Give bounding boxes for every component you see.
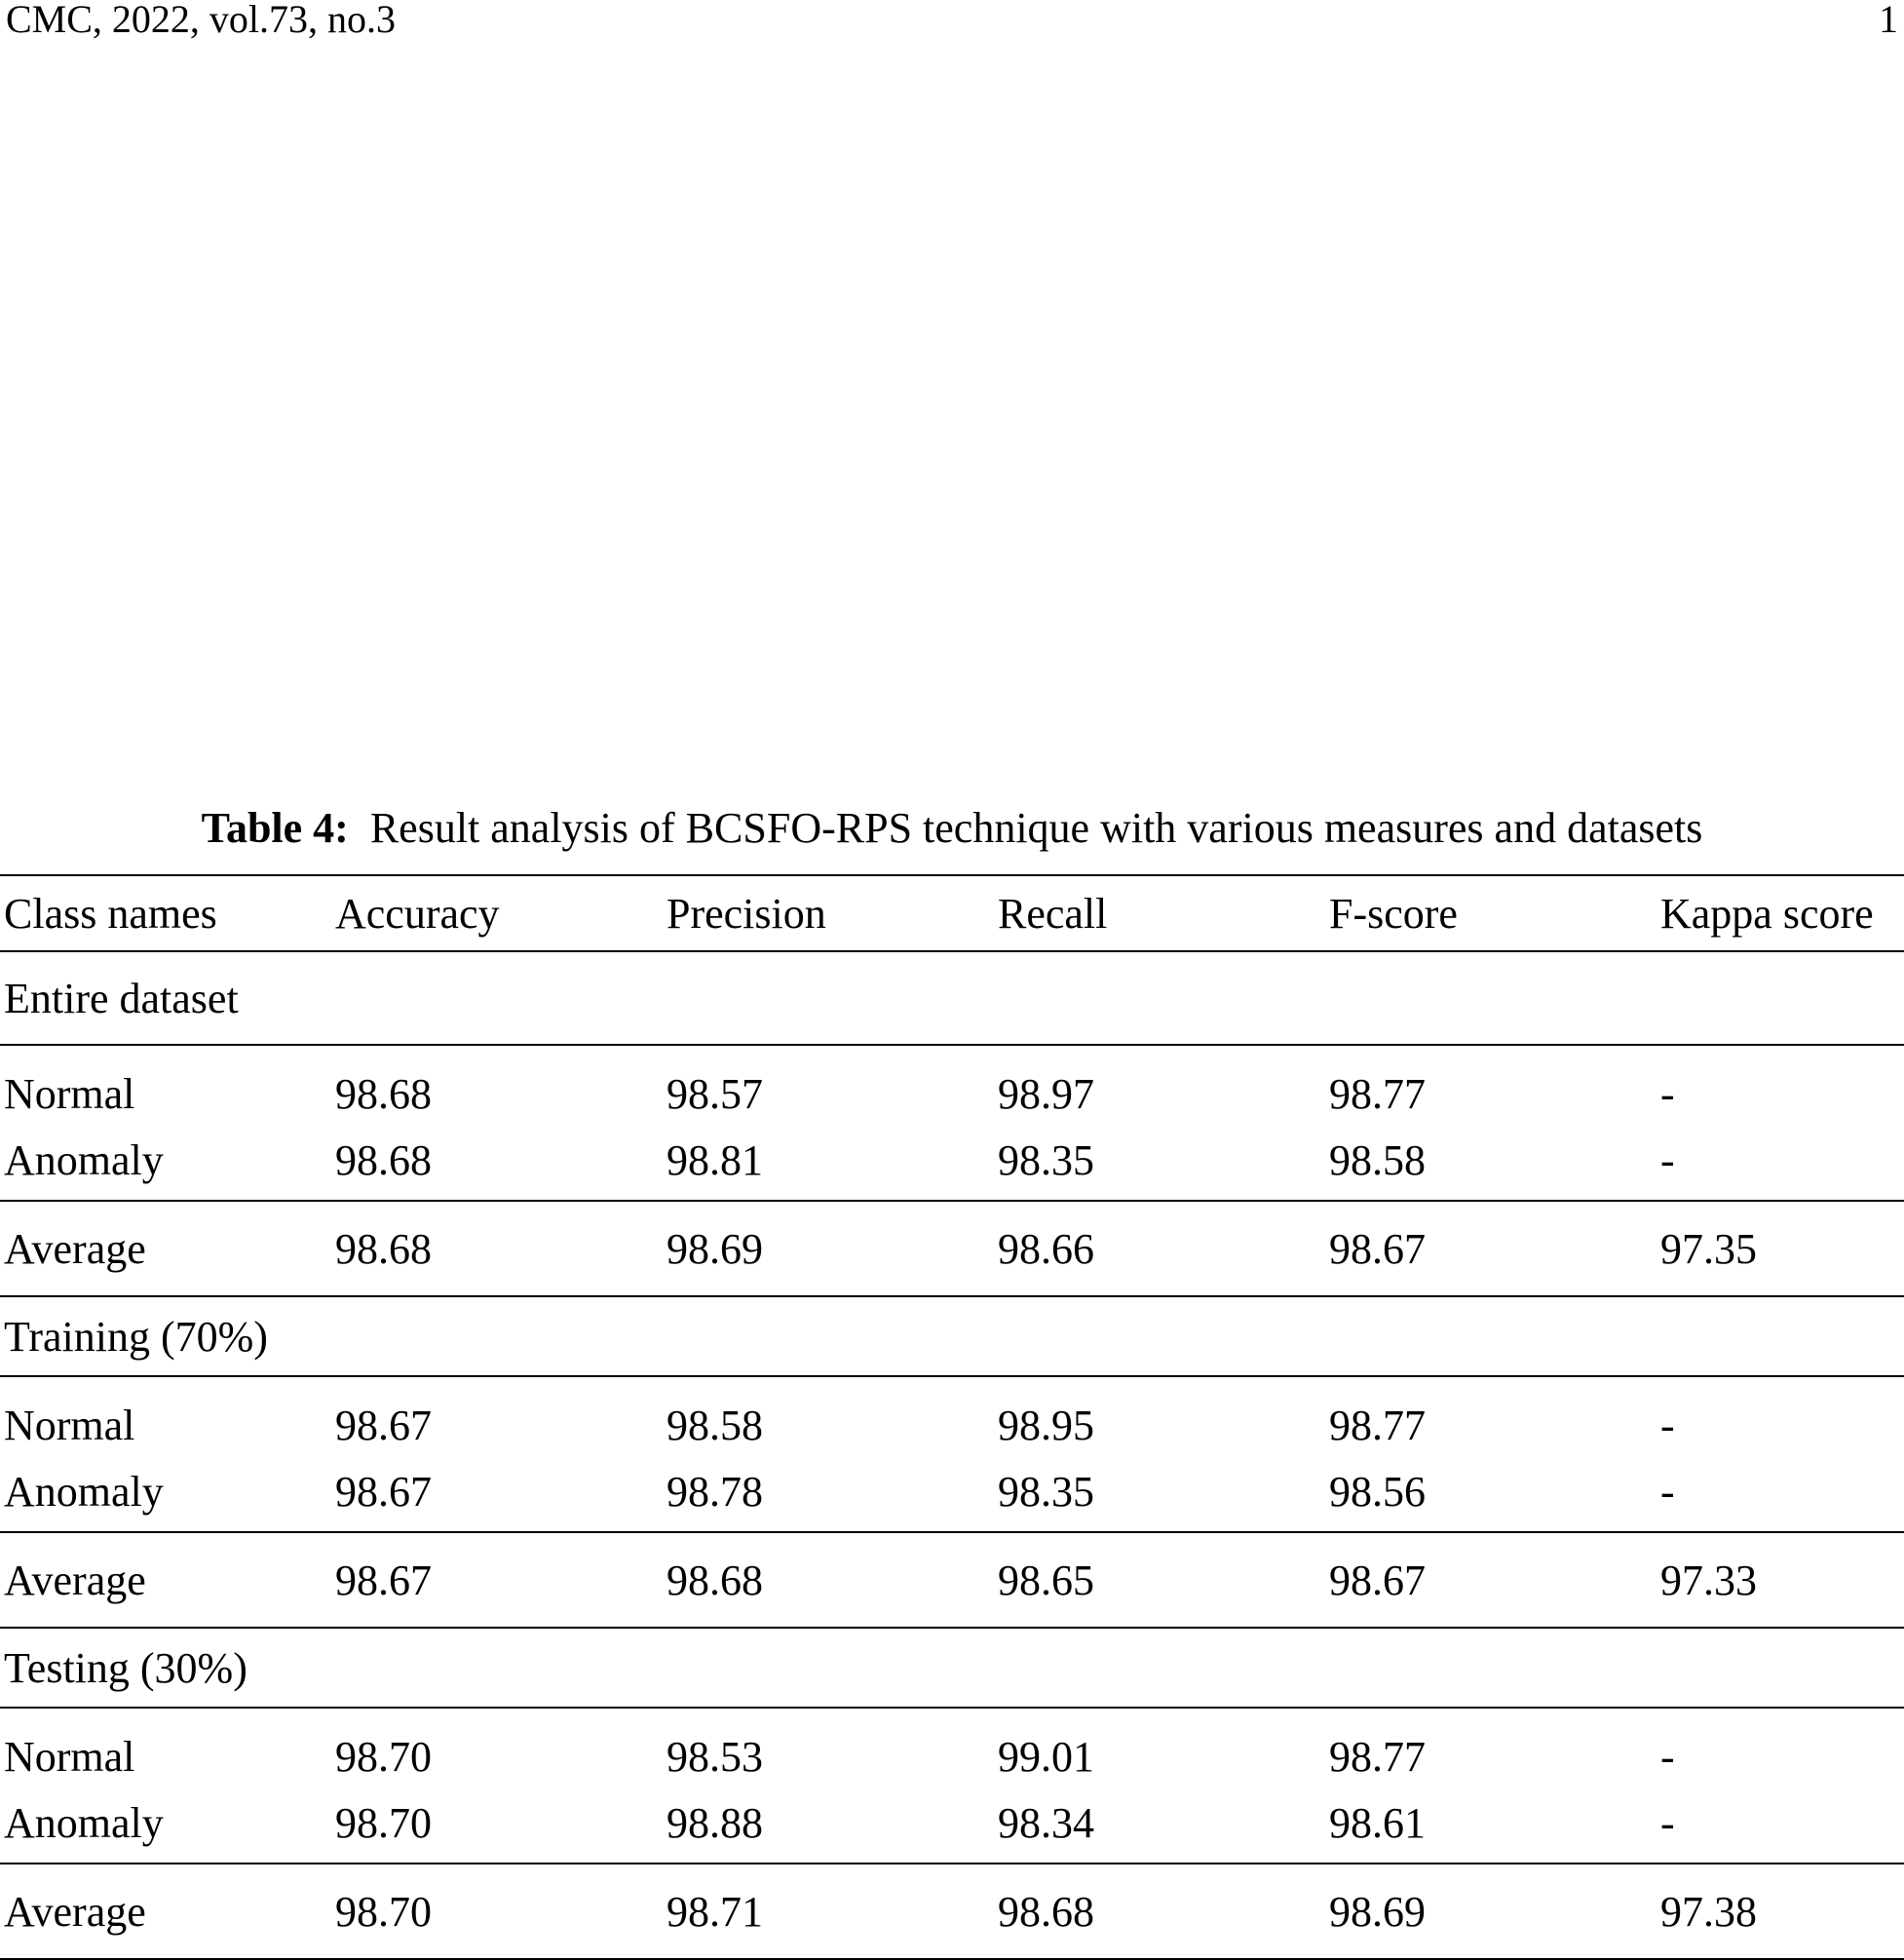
- precision-cell: 98.81: [666, 1135, 763, 1184]
- page-number: 1: [1879, 0, 1898, 41]
- average-row: [0, 1532, 1904, 1628]
- recall-cell: 98.95: [998, 1401, 1094, 1449]
- precision-cell: 98.58: [666, 1401, 763, 1449]
- table-header-row: [0, 875, 1904, 951]
- kappa-score-cell: -: [1660, 1732, 1675, 1781]
- precision-cell: 98.68: [666, 1556, 763, 1604]
- f-score-cell: 98.77: [1329, 1401, 1426, 1449]
- accuracy-cell: 98.68: [335, 1069, 432, 1118]
- accuracy-cell: 98.68: [335, 1135, 432, 1184]
- precision-cell: 98.69: [666, 1224, 763, 1273]
- table-row: [0, 1708, 1904, 1794]
- group-label: Entire dataset: [4, 974, 239, 1022]
- kappa-score-cell: -: [1660, 1135, 1675, 1184]
- table-caption: [0, 803, 1904, 854]
- accuracy-cell: 98.70: [335, 1732, 432, 1781]
- recall-cell: 98.97: [998, 1069, 1094, 1118]
- column-header: Recall: [998, 889, 1108, 938]
- accuracy-cell: 98.67: [335, 1401, 432, 1449]
- kappa-score-cell: 97.35: [1660, 1224, 1757, 1273]
- f-score-cell: 98.61: [1329, 1798, 1426, 1847]
- kappa-score-cell: -: [1660, 1401, 1675, 1449]
- table-row: [0, 1463, 1904, 1532]
- kappa-score-cell: 97.33: [1660, 1556, 1757, 1604]
- kappa-score-cell: -: [1660, 1069, 1675, 1118]
- class-name-cell: Average: [4, 1887, 146, 1936]
- column-header: Precision: [666, 889, 826, 938]
- caption-text: Result analysis of BCSFO-RPS technique with various measures and datasets: [369, 804, 1703, 852]
- precision-cell: 98.71: [666, 1887, 763, 1936]
- recall-cell: 98.34: [998, 1798, 1094, 1847]
- kappa-score-cell: -: [1660, 1467, 1675, 1516]
- group-label: Training (70%): [4, 1312, 268, 1361]
- f-score-cell: 98.77: [1329, 1732, 1426, 1781]
- recall-cell: 98.35: [998, 1135, 1094, 1184]
- recall-cell: 98.66: [998, 1224, 1094, 1273]
- f-score-cell: 98.67: [1329, 1224, 1426, 1273]
- table-row: [0, 1376, 1904, 1463]
- table-row: [0, 1132, 1904, 1201]
- column-header: F-score: [1329, 889, 1458, 938]
- table-row: [0, 1045, 1904, 1132]
- class-name-cell: Normal: [4, 1069, 135, 1118]
- recall-cell: 98.65: [998, 1556, 1094, 1604]
- recall-cell: 98.68: [998, 1887, 1094, 1936]
- group-row: [0, 1296, 1904, 1376]
- table-row: [0, 1794, 1904, 1864]
- accuracy-cell: 98.70: [335, 1798, 432, 1847]
- column-header: Kappa score: [1660, 889, 1874, 938]
- accuracy-cell: 98.70: [335, 1887, 432, 1936]
- column-header: Class names: [4, 889, 217, 938]
- class-name-cell: Anomaly: [4, 1467, 164, 1516]
- group-row: [0, 1628, 1904, 1708]
- class-name-cell: Average: [4, 1556, 146, 1604]
- class-name-cell: Anomaly: [4, 1798, 164, 1847]
- caption-label: Table 4:: [201, 804, 349, 852]
- column-header: Accuracy: [335, 889, 500, 938]
- precision-cell: 98.78: [666, 1467, 763, 1516]
- class-name-cell: Normal: [4, 1401, 135, 1449]
- group-label: Testing (30%): [4, 1643, 248, 1692]
- class-name-cell: Anomaly: [4, 1135, 164, 1184]
- recall-cell: 98.35: [998, 1467, 1094, 1516]
- average-row: [0, 1864, 1904, 1959]
- class-name-cell: Normal: [4, 1732, 135, 1781]
- average-row: [0, 1201, 1904, 1296]
- kappa-score-cell: 97.38: [1660, 1887, 1757, 1936]
- precision-cell: 98.57: [666, 1069, 763, 1118]
- f-score-cell: 98.77: [1329, 1069, 1426, 1118]
- f-score-cell: 98.56: [1329, 1467, 1426, 1516]
- kappa-score-cell: -: [1660, 1798, 1675, 1847]
- f-score-cell: 98.67: [1329, 1556, 1426, 1604]
- class-name-cell: Average: [4, 1224, 146, 1273]
- accuracy-cell: 98.67: [335, 1467, 432, 1516]
- precision-cell: 98.88: [666, 1798, 763, 1847]
- f-score-cell: 98.69: [1329, 1887, 1426, 1936]
- group-row: [0, 951, 1904, 1045]
- accuracy-cell: 98.68: [335, 1224, 432, 1273]
- recall-cell: 99.01: [998, 1732, 1094, 1781]
- results-table: [0, 874, 1904, 1960]
- f-score-cell: 98.58: [1329, 1135, 1426, 1184]
- accuracy-cell: 98.67: [335, 1556, 432, 1604]
- precision-cell: 98.53: [666, 1732, 763, 1781]
- running-head: CMC, 2022, vol.73, no.3: [6, 0, 397, 41]
